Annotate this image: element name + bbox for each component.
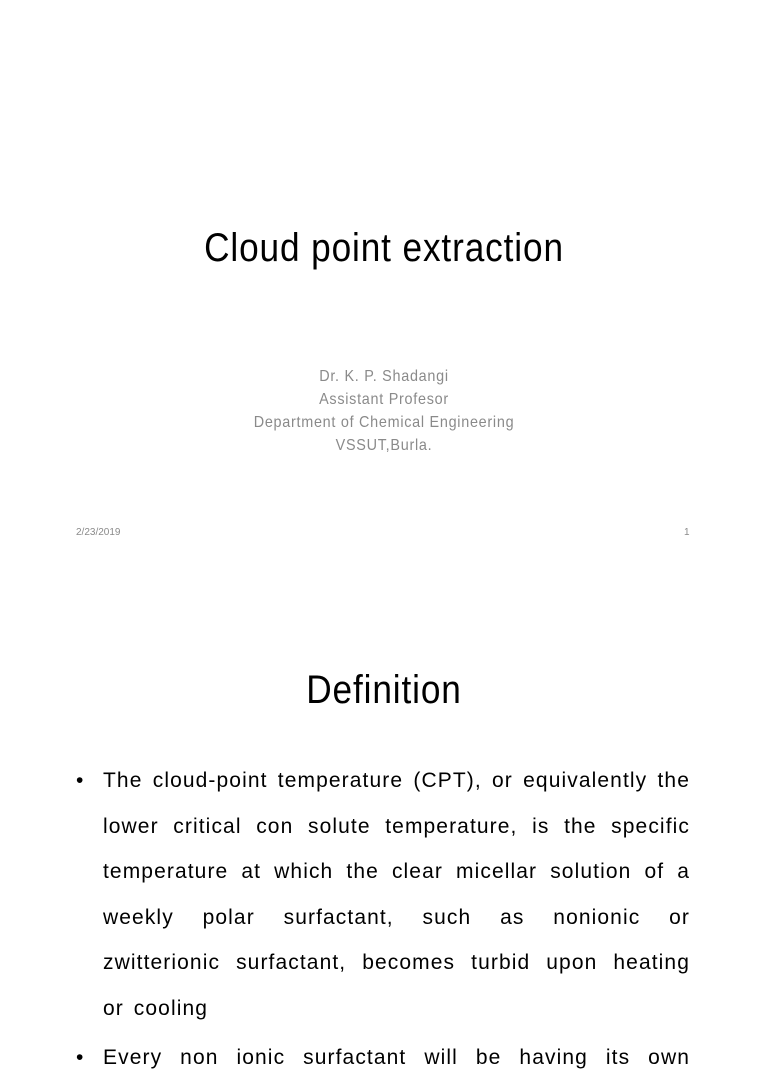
author-institution: VSSUT,Burla. [335,437,433,454]
bullet-text: The cloud-point temperature (CPT), or equivalently the lower critical con solute temperature, is the specific temperature at which the clear micellar solution of a weekly polar surfactant, such as nonionic or zwitterionic surfactant, becomes turbid upon heating or cooling [103,769,690,1020]
list-item [76,758,690,1031]
definition-slide [0,576,768,1069]
author-position: Assistant Profesor [319,391,449,408]
author-name: Dr. K. P. Shadangi [319,368,449,385]
author-department: Department of Chemical Engineering [253,414,515,431]
list-item [76,1035,690,1081]
bullet-text: Every non ionic surfactant will be having its own [103,1046,690,1069]
slide-title: Definition [306,668,462,712]
slide-page-number: 1 [684,527,690,538]
slide-date: 2/23/2019 [76,527,121,538]
bullet-icon: • [76,769,85,792]
author-block [0,365,768,457]
bullet-list [76,758,690,1081]
slide-title: Cloud point extraction [204,226,564,270]
bullet-icon: • [76,1046,85,1069]
